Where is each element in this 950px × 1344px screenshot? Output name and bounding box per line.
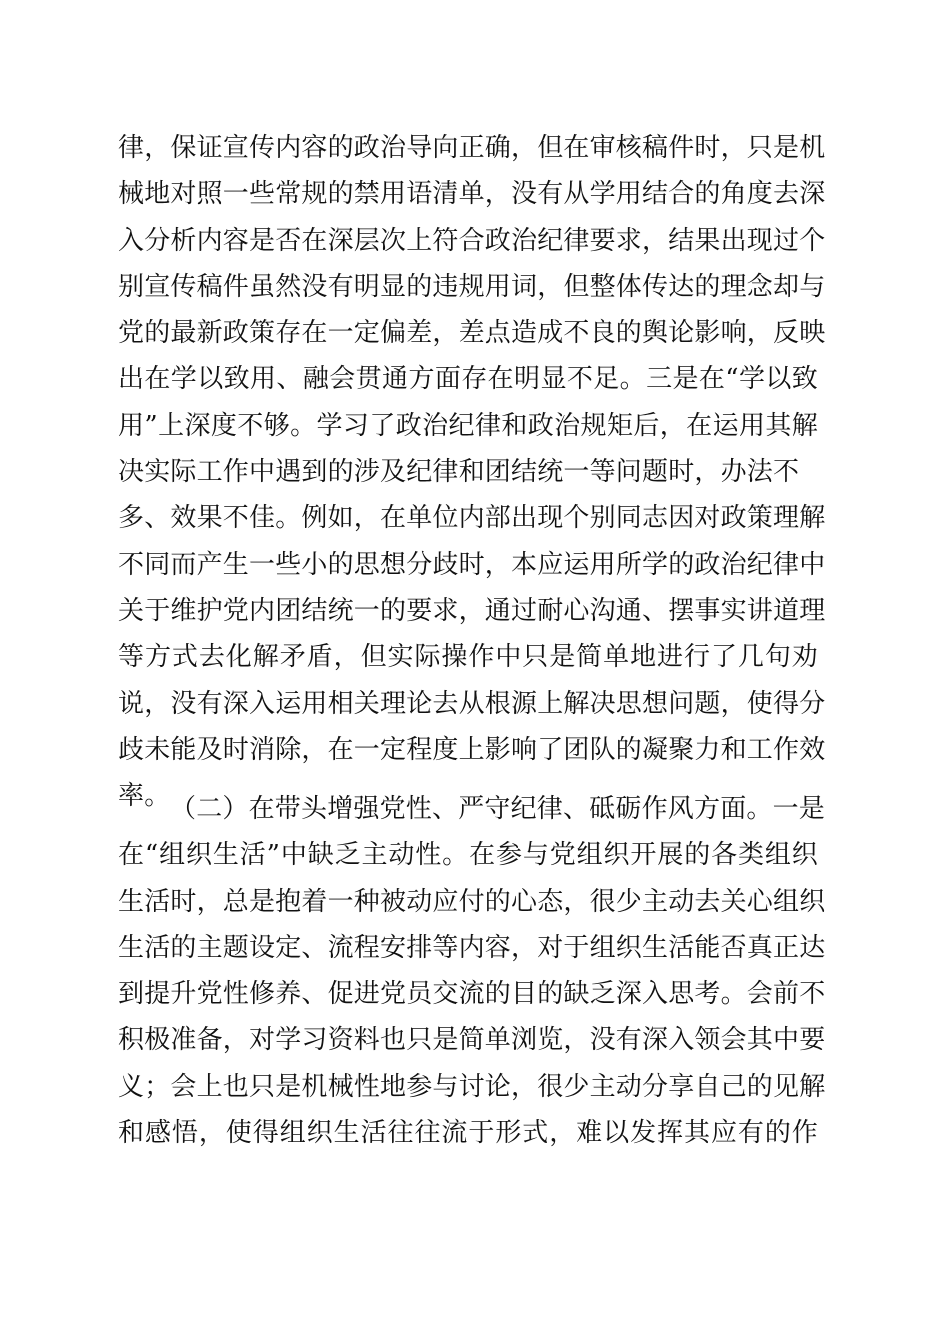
text-line: 多、效果不佳。例如，在单位内部出现个别同志因对政策理解 [118,503,826,534]
text-line: 入分析内容是否在深层次上符合政治纪律要求，结果出现过个 [118,225,826,256]
text-line: 和感悟，使得组织生活往往流于形式，难以发挥其应有的作 [118,1118,818,1149]
text-line: 积极准备，对学习资料也只是简单浏览，没有深入领会其中要 [118,1025,826,1056]
text-line: 别宣传稿件虽然没有明显的违规用词，但整体传达的理念却与 [118,271,826,302]
text-line: 用”上深度不够。学习了政治纪律和政治规矩后，在运用其解 [118,410,818,441]
text-line: 生活时，总是抱着一种被动应付的心态，很少主动去关心组织 [118,886,826,917]
paragraph-2 [118,786,826,1156]
text-line: 出在学以致用、融会贯通方面存在明显不足。三是在“学以致 [118,364,818,395]
text-line: 生活的主题设定、流程安排等内容，对于组织生活能否真正达 [118,932,826,963]
text-line: （二）在带头增强党性、严守纪律、砥砺作风方面。一是 [170,794,826,824]
text-line: 歧未能及时消除，在一定程度上影响了团队的凝聚力和工作效 [118,734,826,765]
text-line: 在“组织生活”中缺乏主动性。在参与党组织开展的各类组织 [118,840,818,871]
text-line: 等方式去化解矛盾，但实际操作中只是简单地进行了几句劝 [118,642,818,673]
text-line: 说，没有深入运用相关理论去从根源上解决思想问题，使得分 [118,688,826,719]
text-line: 义；会上也只是机械性地参与讨论，很少主动分享自己的见解 [118,1071,826,1102]
text-line: 律，保证宣传内容的政治导向正确，但在审核稿件时，只是机 [118,133,826,163]
text-line: 关于维护党内团结统一的要求，通过耐心沟通、摆事实讲道理 [118,595,826,626]
text-line: 到提升党性修养、促进党员交流的目的缺乏深入思考。会前不 [118,979,826,1010]
text-line: 械地对照一些常规的禁用语清单，没有从学用结合的角度去深 [118,179,826,210]
paragraph-1 [118,125,826,819]
text-line: 率。 [118,781,171,812]
text-line: 党的最新政策存在一定偏差，差点造成不良的舆论影响，反映 [118,318,826,349]
text-line: 不同而产生一些小的思想分歧时，本应运用所学的政治纪律中 [118,549,826,580]
text-line: 决实际工作中遇到的涉及纪律和团结统一等问题时，办法不 [118,457,800,488]
